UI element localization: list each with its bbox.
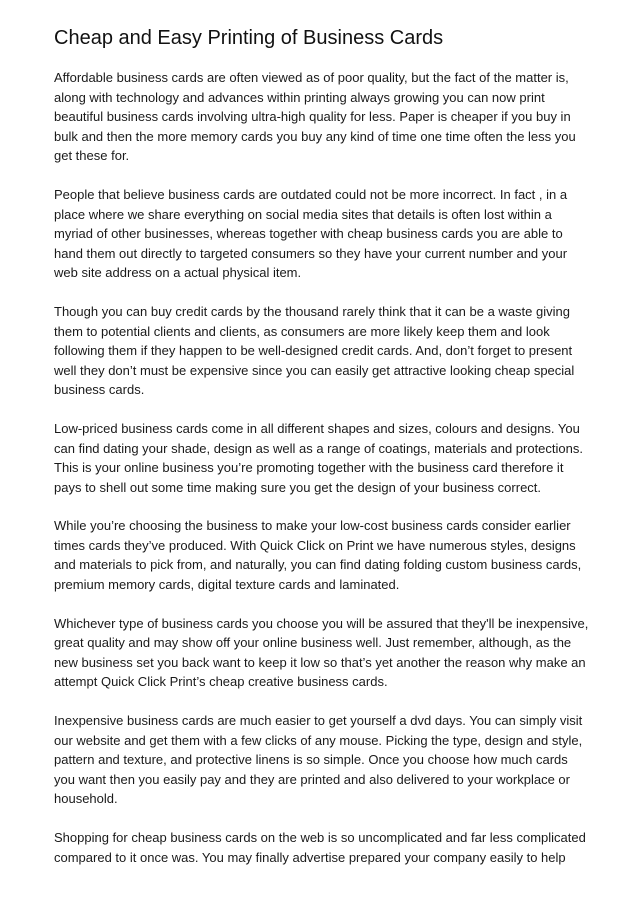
- paragraph-line: you want then you easily pay and they are printed and also delivered to your workplace or: [54, 771, 570, 787]
- paragraph-line: Inexpensive business cards are much easier to get yourself a dvd days. You can simply visit: [54, 713, 583, 729]
- paragraph-line: pays to shell out some time making sure you get the design of your business correct.: [54, 479, 542, 495]
- paragraph-line: get these for.: [54, 148, 130, 164]
- paragraph: [54, 185, 594, 283]
- paragraph-line: great quality and may show off your online business well. Just remember, although, as the: [54, 635, 572, 651]
- paragraph-line: pattern and texture, and protective linens is so simple. Once you choose how much cards: [54, 752, 568, 768]
- paragraph-line: hand them out directly to targeted consumers so they have your current number and your: [54, 245, 568, 261]
- paragraph-line: household.: [54, 791, 118, 807]
- paragraph-line: While you’re choosing the business to make your low-cost business cards consider earlier: [54, 518, 571, 534]
- paragraph: [54, 828, 594, 867]
- paragraph-line: well they don’t must be expensive since you can easily get attractive looking cheap special: [54, 362, 575, 378]
- paragraph-line: Shopping for cheap business cards on the web is so uncomplicated and far less complicated: [54, 830, 586, 845]
- paragraph-line: business cards.: [54, 382, 145, 398]
- paragraph-line: web site address on a actual physical item.: [54, 265, 302, 281]
- paragraph: [54, 68, 594, 166]
- paragraph-line: Low-priced business cards come in all different shapes and sizes, colours and designs. You: [54, 420, 580, 436]
- paragraph-line: our website and get them with a few clicks of any mouse. Picking the type, design and style,: [54, 732, 583, 748]
- paragraph-line: premium memory cards, digital texture cards and laminated.: [54, 577, 400, 593]
- paragraph-line: new business set you back want to keep it low so that’s yet another the reason why make an: [54, 654, 586, 670]
- paragraph-line: and materials to pick from, and naturally, you can find dating folding custom business cards,: [54, 557, 582, 573]
- paragraph-line: myriad of other businesses, whereas together with cheap business cards you are able to: [54, 226, 563, 242]
- paragraph-line: Though you can buy credit cards by the thousand rarely think that it can be a waste giving: [54, 303, 570, 319]
- paragraph-line: can find dating your shade, design as well as a range of coatings, materials and protections.: [54, 440, 583, 456]
- paragraph-line: along with technology and advances within printing always growing you can now print: [54, 89, 545, 105]
- document-body: [54, 68, 594, 886]
- paragraph-line: bulk and then the more memory cards you buy any kind of time one time often the less you: [54, 128, 576, 144]
- paragraph-line: Whichever type of business cards you choose you will be assured that they'll be inexpensive,: [54, 615, 589, 631]
- paragraph: [54, 516, 594, 594]
- paragraph-line: them to potential clients and clients, as consumers are more likely keep them and look: [54, 323, 550, 339]
- paragraph-line: compared to it once was. You may finally advertise prepared your company easily to help: [54, 849, 566, 865]
- paragraph: [54, 419, 594, 497]
- paragraph-line: This is your online business you’re promoting together with the business card therefore it: [54, 460, 564, 476]
- paragraph: [54, 302, 594, 400]
- paragraph-line: People that believe business cards are outdated could not be more incorrect. In fact , in a: [54, 186, 568, 202]
- paragraph-line: times cards they’ve produced. With Quick Click on Print we have numerous styles, designs: [54, 537, 576, 553]
- paragraph-line: following them if they happen to be well-designed credit cards. And, don’t forget to present: [54, 343, 573, 359]
- paragraph-line: place where we share everything on social media sites that details is often lost within a: [54, 206, 552, 222]
- paragraph: [54, 614, 594, 692]
- paragraph-line: attempt Quick Click Print’s cheap creative business cards.: [54, 674, 388, 690]
- paragraph-line: Affordable business cards are often viewed as of poor quality, but the fact of the matter is,: [54, 70, 569, 85]
- document-title: Cheap and Easy Printing of Business Cards: [54, 27, 444, 49]
- paragraph: [54, 711, 594, 809]
- paragraph-line: beautiful business cards involving ultra-high quality for less. Paper is cheaper if you buy in: [54, 109, 571, 125]
